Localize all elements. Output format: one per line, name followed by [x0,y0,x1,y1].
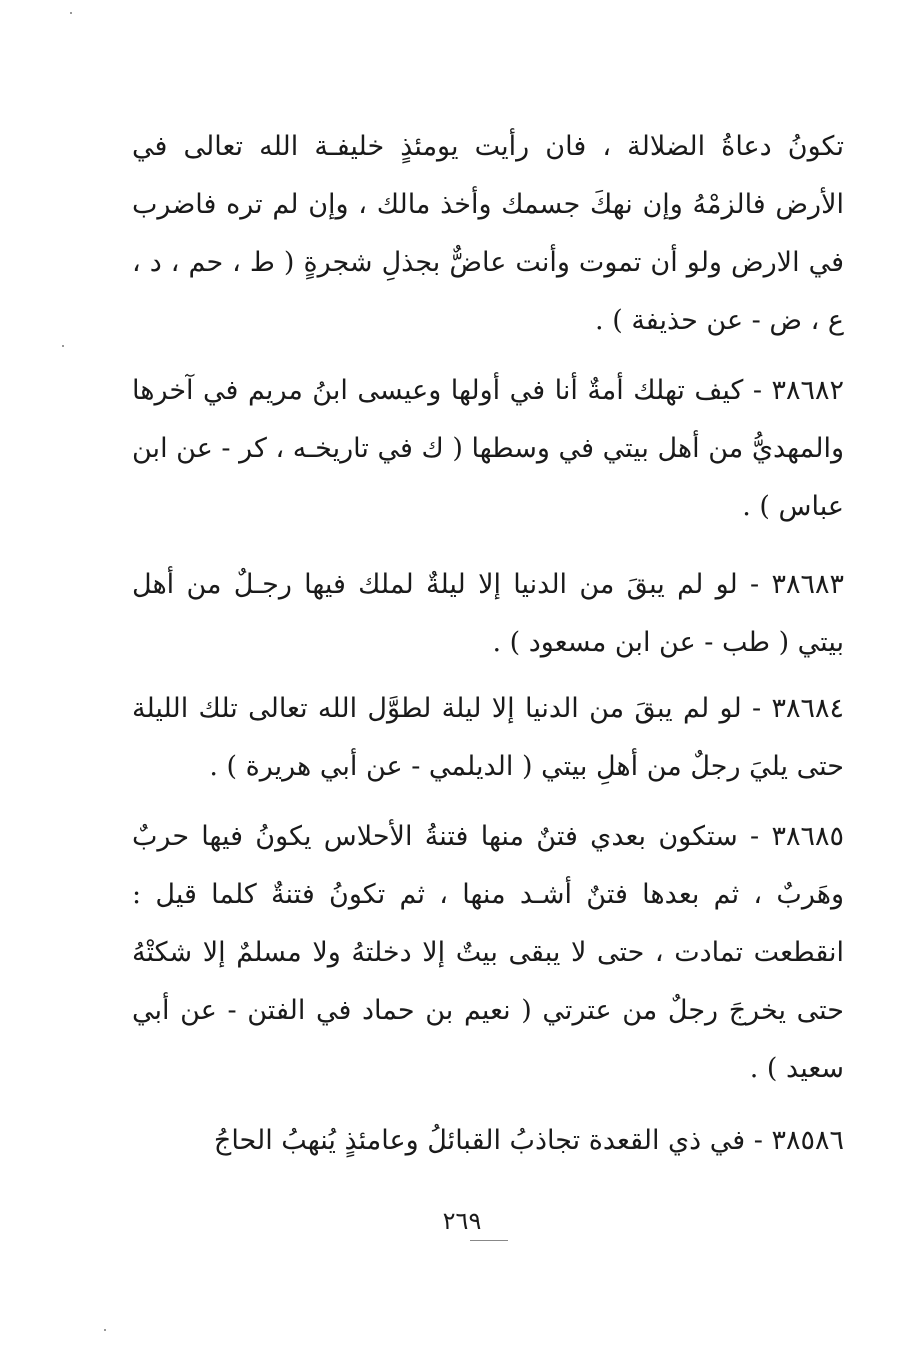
hadith-38684 [132,680,844,796]
page-number: ٢٦٩ [442,1207,482,1235]
scan-speck [70,12,72,14]
page-number-underline [470,1240,508,1241]
hadith-38683 [132,556,844,672]
hadith-text: ٣٨٥٨٦ - في ذي القعدة تجاذبُ القبائلُ وعامئذٍ يُنهبُ الحاجُ [213,1125,844,1156]
hadith-text: ٣٨٦٨٤ - لو لم يبقَ من الدنيا إلا ليلة لطوَّل الله تعالى تلك الليلة حتى يليَ رجلٌ من أهلِ بيتي ( الديلمي - عن أبي هريرة ) . [132,693,844,782]
scan-speck [62,345,64,347]
hadith-text: ٣٨٦٨٢ - كيف تهلك أمةٌ أنا في أولها وعيسى ابنُ مريم في آخرها والمهديُّ من أهل بيتي في وسطها ( ك في تاريخـه ، كر - عن ابن عباس ) . [132,375,844,522]
hadith-text: ٣٨٦٨٣ - لو لم يبقَ من الدنيا إلا ليلةٌ لملك فيها رجـلٌ من أهل بيتي ( طب - عن ابن مسعود ) . [132,569,844,658]
hadith-38685 [132,808,844,1098]
scan-speck [104,1329,106,1331]
hadith-text: ٣٨٦٨٥ - ستكون بعدي فتنٌ منها فتنةُ الأحلاس يكونُ فيها حربٌ وهَربٌ ، ثم بعدها فتنٌ أشـد منها ، ثم تكونُ فتنةٌ كلما قيل : انقطعت تمادت ، حتى لا يبقى بيتٌ إلا دخلتهُ ولا مسلمٌ إلا شكتْهُ حتى يخرجَ رجلٌ من عترتي ( نعيم بن حماد في الفتن - عن أبي سعيد ) . [132,821,844,1084]
paragraph-continuation [132,118,844,350]
hadith-38682 [132,362,844,536]
hadith-38586 [132,1112,844,1170]
hadith-text: تكونُ دعاةُ الضلالة ، فان رأيت يومئذٍ خليفـة الله تعالى في الأرض فالزمْهُ وإن نهكَ جسمك وأخذ مالك ، وإن لم تره فاضرب في الارض ولو أن تموت وأنت عاضٌّ بجذلِ شجرةٍ ( ط ، حم ، د ، ع ، ض - عن حذيفة ) . [132,131,844,336]
